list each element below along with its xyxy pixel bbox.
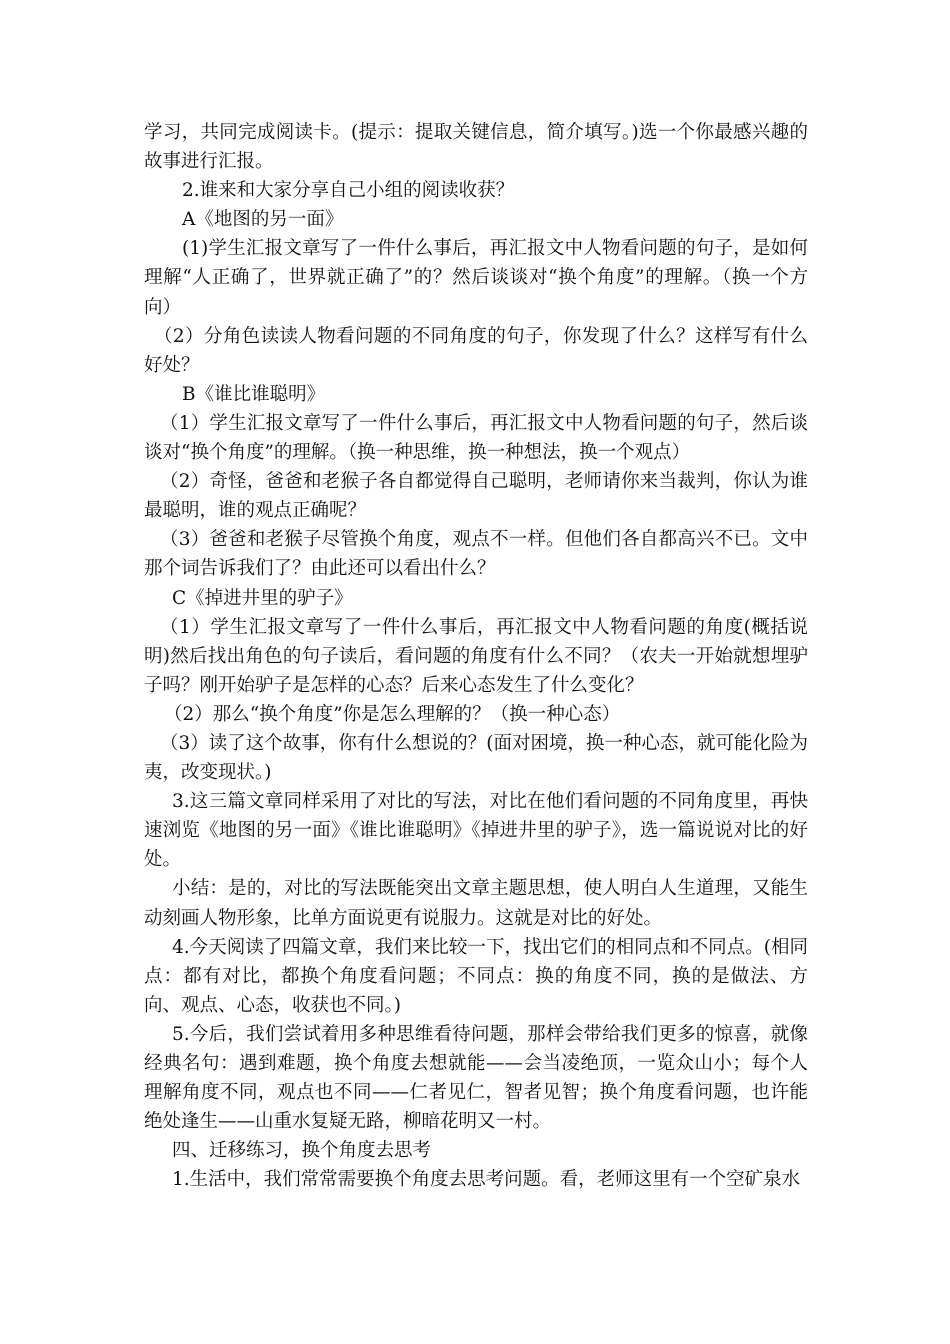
paragraph-share-question: 2.谁来和大家分享自己小组的阅读收获？ <box>182 180 515 202</box>
paragraph-a-2: （2）分角色读读人物看问题的不同角度的句子，你发现了什么？这样写有什么好处？ <box>144 325 808 376</box>
paragraph-b-3: （3）爸爸和老猴子尽管换个角度，观点不一样。但他们各自都高兴不已。文中那个词告诉我们了？由此还可以看出什么？ <box>144 529 808 580</box>
heading-story-c: C《掉进井里的驴子》 <box>172 587 353 609</box>
document-body <box>144 118 808 1194</box>
heading-story-a: A《地图的另一面》 <box>182 209 344 231</box>
paragraph-c-3: （3）读了这个故事，你有什么想说的？(面对困境，换一种心态，就可能化险为夷，改变现状。) <box>144 732 808 784</box>
paragraph-compare-three: 3.这三篇文章同样采用了对比的写法，对比在他们看问题的不同角度里，再快速浏览《地图的另一面》《谁比谁聪明》《掉进井里的驴子》，选一篇说说对比的好处。 <box>144 791 808 871</box>
paragraph-c-1: （1）学生汇报文章写了一件什么事后，再汇报文中人物看问题的角度(概括说明)然后找出角色的句子读后，看问题的角度有什么不同？（农夫一开始就想埋驴子吗？刚开始驴子是怎样的心态？后来心态发生了什么变化？ <box>144 616 808 696</box>
heading-story-b: B《谁比谁聪明》 <box>182 383 326 405</box>
paragraph-a-1: (1)学生汇报文章写了一件什么事后，再汇报文中人物看问题的句子，是如何理解“人正确了，世界就正确了”的？然后谈谈对“换个角度”的理解。（换一个方向） <box>144 238 808 318</box>
paragraph-famous-quotes: 5.今后，我们尝试着用多种思维看待问题，那样会带给我们更多的惊喜，就像经典名句：遇到难题，换个角度去想就能——会当凌绝顶，一览众山小；每个人理解角度不同，观点也不同——仁者见仁，智者见智；换个角度看问题，也许能绝处逢生——山重水复疑无路，柳暗花明又一村。 <box>144 1023 808 1133</box>
paragraph-c-2: （2）那么“换个角度”你是怎么理解的？（换一种心态） <box>164 703 621 725</box>
paragraph-summary: 小结：是的，对比的写法既能突出文章主题思想，使人明白人生道理，又能生动刻画人物形象，比单方面说更有说服力。这就是对比的好处。 <box>144 878 808 929</box>
paragraph-b-1: （1）学生汇报文章写了一件什么事后，再汇报文中人物看问题的句子，然后谈谈对“换个角度”的理解。（换一种思维，换一种想法，换一个观点） <box>144 412 808 464</box>
paragraph-reading-card: 学习，共同完成阅读卡。(提示：提取关键信息，简介填写。)选一个你最感兴趣的故事进行汇报。 <box>144 122 808 173</box>
paragraph-b-2: （2）奇怪，爸爸和老猴子各自都觉得自己聪明，老师请你来当裁判，你认为谁最聪明，谁的观点正确呢？ <box>144 471 808 522</box>
paragraph-compare-four: 4.今天阅读了四篇文章，我们来比较一下，找出它们的相同点和不同点。(相同点：都有对比，都换个角度看问题；不同点：换的角度不同，换的是做法、方向、观点、心态，收获也不同。) <box>144 936 808 1016</box>
paragraph-practice-1: 1.生活中，我们常常需要换个角度去思考问题。看，老师这里有一个空矿泉水 <box>172 1169 801 1191</box>
section-heading-practice: 四、迁移练习，换个角度去思考 <box>172 1140 432 1162</box>
